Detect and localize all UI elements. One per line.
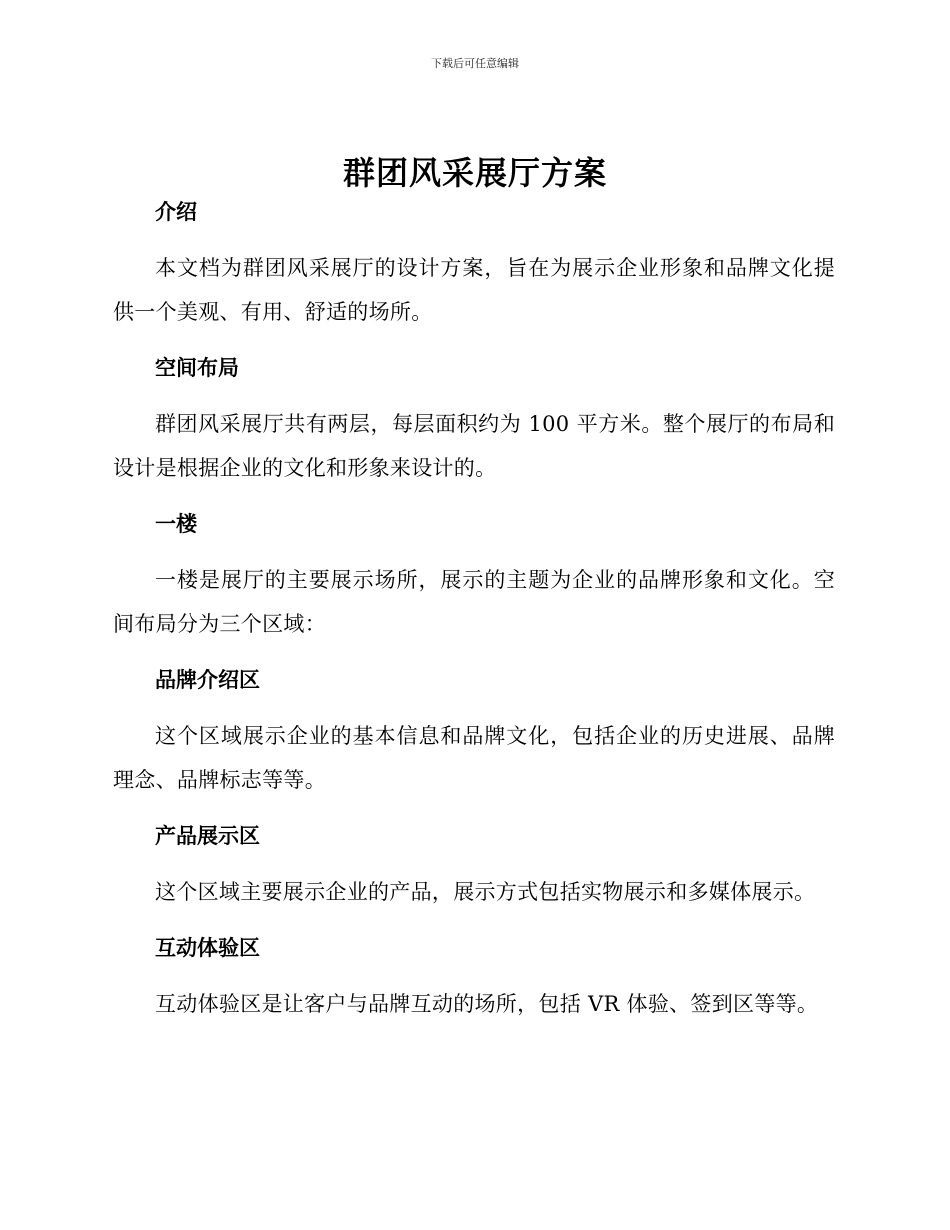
section-brand-intro-area [113, 664, 835, 802]
section-interactive-experience-area [113, 932, 835, 1026]
section-heading: 一楼 [155, 512, 197, 536]
section-heading: 介绍 [155, 200, 197, 224]
section-paragraph: 这个区域展示企业的基本信息和品牌文化，包括企业的历史进展、品牌理念、品牌标志等等。 [113, 724, 835, 792]
page-header: 下载后可任意编辑 [431, 57, 519, 70]
document-title: 群团风采展厅方案 [342, 154, 607, 192]
section-heading: 产品展示区 [155, 824, 260, 848]
document-body [113, 196, 835, 1044]
section-space-layout [113, 352, 835, 490]
section-paragraph: 这个区域主要展示企业的产品，展示方式包括实物展示和多媒体展示。 [155, 880, 816, 904]
section-paragraph: 一楼是展厅的主要展示场所，展示的主题为企业的品牌形象和文化。空间布局分为三个区域： [113, 568, 835, 636]
section-heading: 品牌介绍区 [155, 668, 260, 692]
section-first-floor [113, 508, 835, 646]
section-product-display-area [113, 820, 835, 914]
section-heading: 互动体验区 [155, 936, 260, 960]
section-introduction [113, 196, 835, 334]
section-paragraph: 群团风采展厅共有两层，每层面积约为 100 平方米。整个展厅的布局和设计是根据企业的文化和形象来设计的。 [113, 412, 835, 480]
section-paragraph: 本文档为群团风采展厅的设计方案，旨在为展示企业形象和品牌文化提供一个美观、有用、舒适的场所。 [113, 256, 835, 324]
section-heading: 空间布局 [155, 356, 239, 380]
section-paragraph: 互动体验区是让客户与品牌互动的场所，包括 VR 体验、签到区等等。 [155, 992, 819, 1016]
